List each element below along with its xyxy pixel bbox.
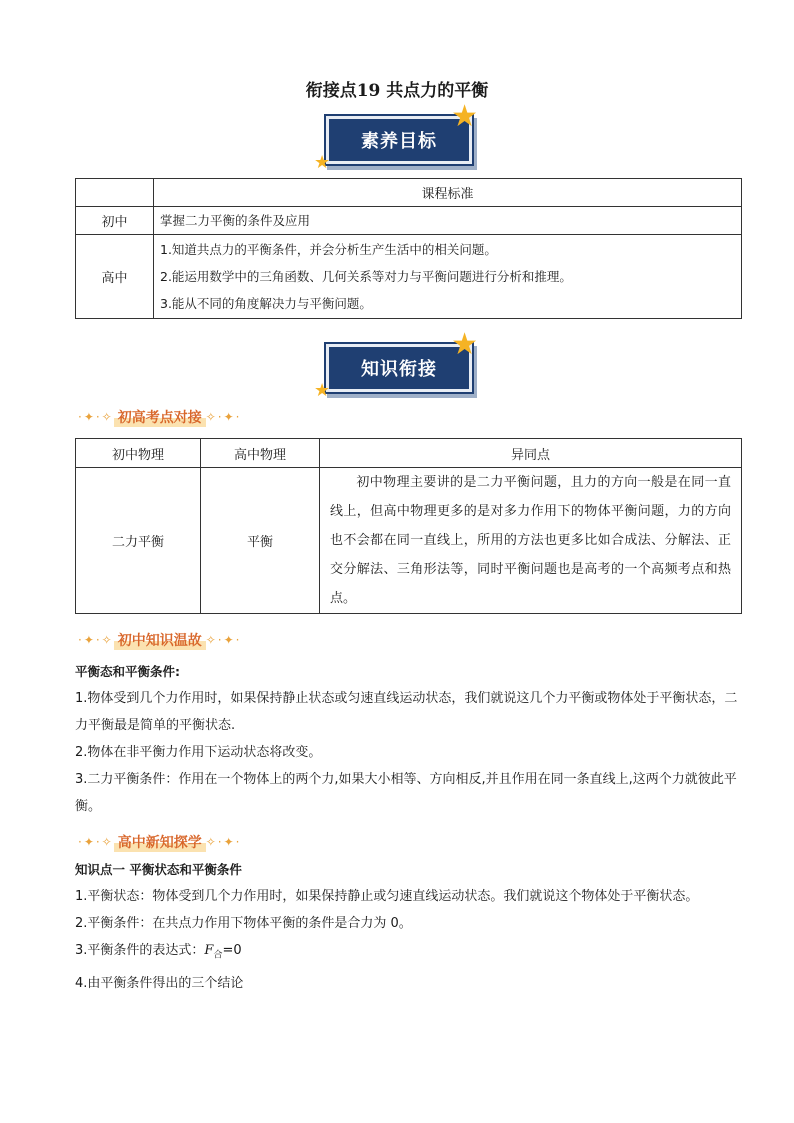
review-item-1: 1.物体受到几个力作用时，如果保持静止状态或匀速直线运动状态，我们就说这几个力平衡或物体处于平衡状态，二力平衡最是简单的平衡状态. — [75, 691, 738, 733]
knowledge-point-heading: 知识点一 平衡状态和平衡条件 — [75, 862, 242, 877]
col-header-senior: 高中物理 — [201, 439, 320, 468]
sparkle-icon: ·✦·✧ — [78, 633, 114, 647]
star-icon: ★ — [314, 380, 331, 401]
star-icon: ★ — [451, 327, 478, 362]
badge-label: 知识衔接 — [326, 344, 472, 392]
cell-senior: 平衡 — [201, 468, 320, 614]
curriculum-table — [75, 178, 742, 319]
new-item-1: 1.平衡状态：物体受到几个力作用时，如果保持静止或匀速直线运动状态。我们就说这个物体处于平衡状态。 — [75, 889, 699, 904]
cell-diff: 初中物理主要讲的是二力平衡问题，且力的方向一般是在同一直线上，但高中物理更多的是对多力作用下的物体平衡问题，力的方向也不会都在同一直线上，所用的方法也更多比如合成法、分解法、正交分解法、三角形法等，同时平衡问题也是高考的一个高频考点和热点。 — [320, 468, 742, 614]
sparkle-icon: ✧·✦· — [205, 633, 242, 647]
star-icon: ★ — [314, 152, 331, 173]
new-item-4: 4.由平衡条件得出的三个结论 — [75, 975, 244, 991]
subhead-compare: ·✦·✧ 初高考点对接 ✧·✦· — [78, 406, 242, 428]
review-item-2: 2.物体在非平衡力作用下运动状态将改变。 — [75, 745, 322, 760]
comparison-table — [75, 438, 742, 614]
section-badge-goals — [314, 99, 478, 173]
subhead-review: ·✦·✧ 初中知识温故 ✧·✦· — [78, 629, 242, 651]
col-header-junior: 初中物理 — [76, 439, 201, 468]
row-label-junior: 初中 — [76, 207, 154, 235]
new-item-3: 3.平衡条件的表达式：$F_合=0$ — [75, 943, 242, 961]
new-knowledge-section — [75, 856, 743, 997]
sparkle-icon: ·✦·✧ — [78, 835, 114, 849]
table-header: 课程标准 — [154, 179, 742, 207]
review-section — [75, 658, 743, 820]
review-item-3: 3.二力平衡条件：作用在一个物体上的两个力,如果大小相等、方向相反,并且作用在同一条直线上,这两个力就彼此平衡。 — [75, 772, 737, 814]
sparkle-icon: ✧·✦· — [205, 835, 242, 849]
section-badge-knowledge — [314, 327, 478, 401]
page-title: 衔接点19 共点力的平衡 — [305, 81, 489, 101]
col-header-diff: 异同点 — [320, 439, 742, 468]
badge-label: 素养目标 — [326, 116, 472, 164]
cell-junior: 二力平衡 — [76, 468, 201, 614]
subhead-new: ·✦·✧ 高中新知探学 ✧·✦· — [78, 831, 242, 853]
sparkle-icon: ✧·✦· — [205, 410, 242, 424]
standard-junior: 掌握二力平衡的条件及应用 — [154, 207, 742, 235]
new-item-2: 2.平衡条件：在共点力作用下物体平衡的条件是合力为 0。 — [75, 916, 412, 931]
review-heading: 平衡态和平衡条件: — [75, 664, 180, 679]
table-corner-cell — [76, 179, 154, 207]
sparkle-icon: ·✦·✧ — [78, 410, 114, 424]
star-icon: ★ — [451, 99, 478, 134]
standard-senior: 1.知道共点力的平衡条件，并会分析生产生活中的相关问题。 2.能运用数学中的三角函数、几何关系等对力与平衡问题进行分析和推理。 3.能从不同的角度解决力与平衡问题。 — [154, 235, 742, 319]
row-label-senior: 高中 — [76, 235, 154, 319]
